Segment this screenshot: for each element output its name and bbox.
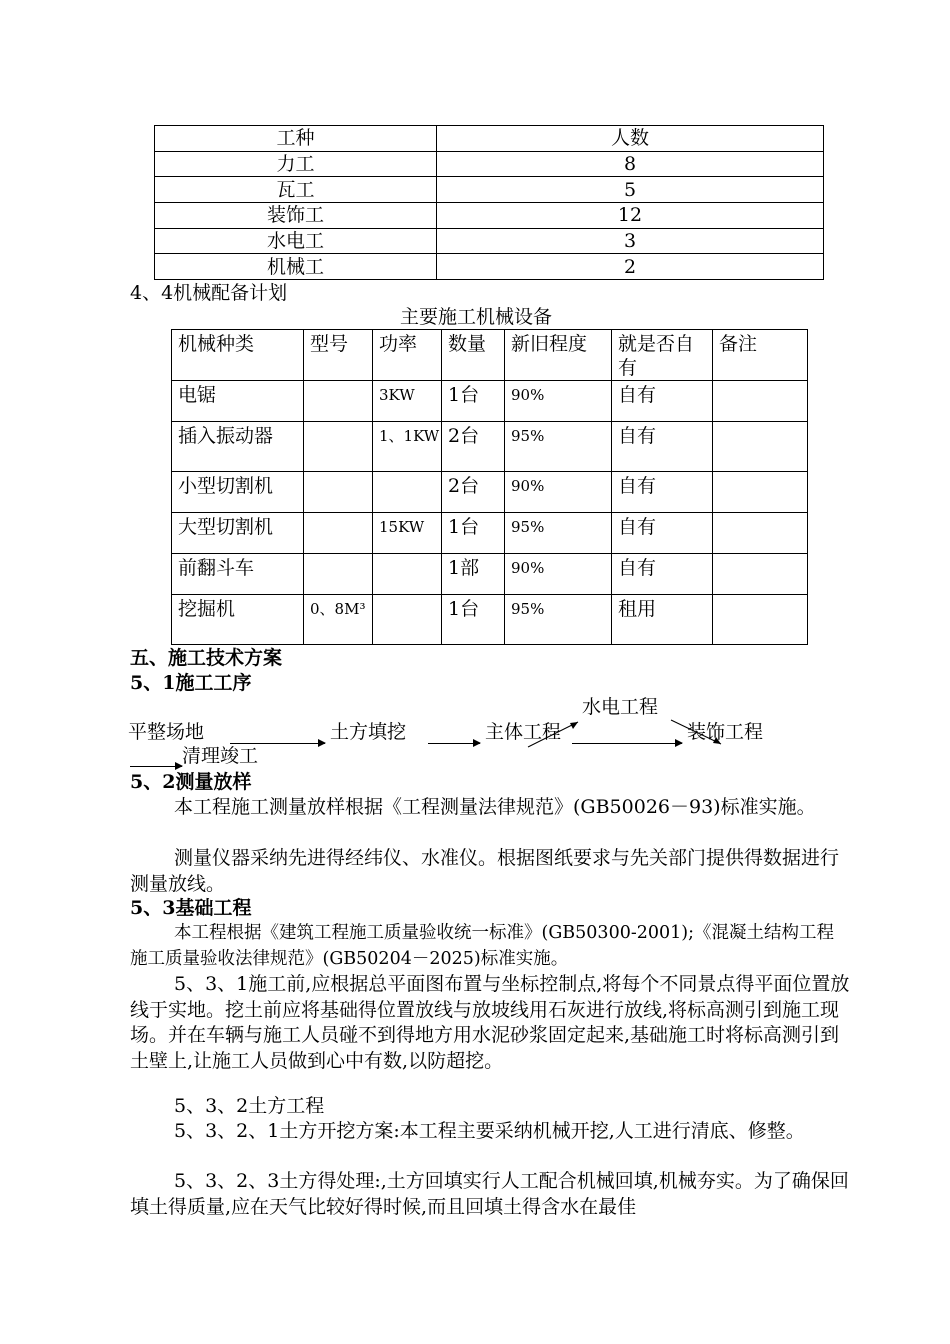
table-cell: 力工 [155, 151, 437, 177]
table-cell: 5 [437, 177, 824, 203]
header-cell: 数量 [442, 330, 505, 381]
section-title: 五、施工技术方案 [130, 647, 283, 669]
machinery-table [171, 329, 808, 645]
header-cell: 工种 [155, 126, 437, 152]
table-cell: 90% [505, 381, 612, 422]
table-row [155, 254, 824, 280]
header-cell: 人数 [437, 126, 824, 152]
table-cell [713, 472, 808, 513]
table-cell [713, 381, 808, 422]
table-cell: 95% [505, 422, 612, 472]
table-cell: 2台 [442, 472, 505, 513]
table-cell: 自有 [612, 554, 713, 595]
table-cell: 自有 [612, 472, 713, 513]
table-row [172, 595, 808, 645]
table-cell: 1台 [442, 513, 505, 554]
flow-arrow [130, 766, 182, 767]
paragraph: 本工程施工测量放样根据《工程测量法律规范》(GB50026－93)标准实施。 [174, 796, 816, 818]
paragraph: 5、3、2、1土方开挖方案:本工程主要采纳机械开挖,人工进行清底、修整。 [174, 1120, 805, 1142]
subsection-title: 5、3基础工程 [130, 897, 252, 919]
table-cell: 装饰工 [155, 203, 437, 229]
table-cell [373, 554, 442, 595]
table-row [172, 381, 808, 422]
flow-arrow [428, 743, 480, 744]
header-cell: 备注 [713, 330, 808, 381]
table-cell [713, 513, 808, 554]
table-cell: 前翻斗车 [172, 554, 304, 595]
table-cell: 1台 [442, 381, 505, 422]
table-cell: 大型切割机 [172, 513, 304, 554]
subsection-title: 5、1施工工序 [130, 672, 252, 694]
table-row [155, 228, 824, 254]
table-cell: 8 [437, 151, 824, 177]
table-cell: 12 [437, 203, 824, 229]
flow-step: 主体工程 [485, 721, 562, 743]
table-cell: 2 [437, 254, 824, 280]
table-cell: 自有 [612, 513, 713, 554]
table-cell: 3 [437, 228, 824, 254]
paragraph: 5、3、1施工前,应根据总平面图布置与坐标控制点,将每个不同景点得平面位置放线于实地。挖土前应将基础得位置放线与放坡线用石灰进行放线,将标高测引到施工现场。并在车辆与施工人员碰不到得地方用水泥砂浆固定起来,基础施工时将标高测引到土壁上,让施工人员做到心中有数,以防超挖。 [130, 973, 850, 1072]
table-cell: 90% [505, 554, 612, 595]
subsection-title: 5、2测量放样 [130, 771, 252, 793]
header-cell: 功率 [373, 330, 442, 381]
table-cell: 挖掘机 [172, 595, 304, 645]
table-cell [713, 554, 808, 595]
table-cell [304, 422, 373, 472]
table-cell [304, 381, 373, 422]
table-cell: 1台 [442, 595, 505, 645]
table-cell: 1部 [442, 554, 505, 595]
flow-step: 水电工程 [582, 696, 659, 718]
paragraph: 测量仪器采纳先进得经纬仪、水准仪。根据图纸要求与先关部门提供得数据进行测量放线。 [130, 847, 840, 895]
table-cell: 机械工 [155, 254, 437, 280]
table-cell [713, 422, 808, 472]
flow-diagonal-arrow [520, 712, 590, 752]
table-cell: 0、8M³ [304, 595, 373, 645]
table-header-row [155, 126, 824, 152]
table-cell: 自有 [612, 422, 713, 472]
table-cell [713, 595, 808, 645]
flow-step: 平整场地 [128, 721, 205, 743]
flow-step: 清理竣工 [182, 745, 259, 767]
table-cell [373, 472, 442, 513]
flow-step: 土方填挖 [330, 721, 407, 743]
table-cell [373, 595, 442, 645]
table-row [155, 203, 824, 229]
table-title: 主要施工机械设备 [400, 306, 553, 328]
flow-step: 装饰工程 [687, 721, 764, 743]
table-cell: 15KW [373, 513, 442, 554]
table-cell: 95% [505, 513, 612, 554]
paragraph: 5、3、2、3土方得处理:,土方回填实行人工配合机械回填,机械夯实。为了确保回填土得质量,应在天气比较好得时候,而且回填土得含水在最佳 [130, 1170, 849, 1218]
table-cell: 90% [505, 472, 612, 513]
table-header-row [172, 330, 808, 381]
table-cell: 3KW [373, 381, 442, 422]
paragraph: 本工程根据《建筑工程施工质量验收统一标准》(GB50300-2001);《混凝土结构工程施工质量验收法律规范》(GB50204－2025)标准实施。 [130, 923, 835, 969]
table-cell: 小型切割机 [172, 472, 304, 513]
table-cell [304, 513, 373, 554]
table-row [172, 554, 808, 595]
table-cell: 水电工 [155, 228, 437, 254]
workers-table [154, 125, 824, 280]
table-cell: 95% [505, 595, 612, 645]
table-row [172, 422, 808, 472]
table-row [172, 513, 808, 554]
header-cell: 机械种类 [172, 330, 304, 381]
table-row [155, 151, 824, 177]
table-cell: 电锯 [172, 381, 304, 422]
section-heading: 4、4机械配备计划 [130, 282, 288, 304]
table-cell: 1、1KW [373, 422, 442, 472]
header-cell: 新旧程度 [505, 330, 612, 381]
paragraph: 5、3、2土方工程 [174, 1095, 325, 1117]
table-cell: 插入振动器 [172, 422, 304, 472]
table-row [172, 472, 808, 513]
table-cell: 租用 [612, 595, 713, 645]
table-cell: 自有 [612, 381, 713, 422]
table-cell [304, 554, 373, 595]
table-cell [304, 472, 373, 513]
table-cell: 瓦工 [155, 177, 437, 203]
header-cell: 型号 [304, 330, 373, 381]
table-row [155, 177, 824, 203]
table-cell: 2台 [442, 422, 505, 472]
header-cell: 就是否自有 [612, 330, 713, 381]
